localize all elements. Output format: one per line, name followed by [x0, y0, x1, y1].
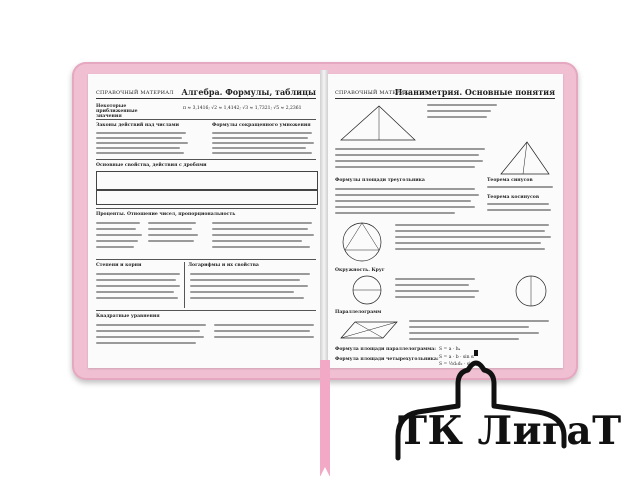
- bookmark-ribbon: [320, 360, 330, 476]
- text-line: [212, 240, 302, 242]
- section-logarithms: Логарифмы и их свойства: [188, 263, 259, 268]
- text-line: [395, 284, 469, 286]
- right-header-ref: СПРАВОЧНЫЙ МАТЕРИАЛ: [335, 90, 413, 96]
- divider: [96, 119, 316, 120]
- text-line: [335, 148, 485, 150]
- text-line: [212, 222, 312, 224]
- right-page: [326, 74, 563, 368]
- text-line: [427, 104, 497, 106]
- text-line: [96, 132, 186, 134]
- text-line: [395, 278, 475, 280]
- text-line: [96, 279, 176, 281]
- quad-area-formula-2: S = ½d₁d₂ · sin φ: [439, 362, 478, 367]
- divider: [96, 310, 316, 311]
- watermark-text: ТК ЛигаТ: [398, 408, 622, 454]
- text-line: [212, 234, 314, 236]
- text-line: [212, 142, 314, 144]
- right-page-header: [335, 84, 555, 99]
- text-line: [190, 279, 300, 281]
- text-line: [148, 240, 194, 242]
- section-fractions: Основные свойства, действия с дробями: [96, 163, 207, 168]
- text-line: [335, 206, 475, 208]
- text-line: [335, 200, 471, 202]
- text-line: [96, 246, 134, 248]
- notebook-spine: [320, 70, 328, 372]
- text-line: [409, 338, 519, 340]
- text-line: [395, 230, 545, 232]
- text-line: [409, 332, 539, 334]
- text-line: [335, 188, 475, 190]
- section-short-mult: Формулы сокращенного умножения: [212, 123, 311, 128]
- text-line: [214, 330, 310, 332]
- text-line: [395, 290, 479, 292]
- divider: [96, 208, 316, 209]
- text-line: [96, 234, 142, 236]
- text-line: [148, 228, 192, 230]
- text-line: [212, 147, 306, 149]
- section-circle: Окружность. Круг: [335, 268, 385, 273]
- parallelogram-figure: [337, 318, 401, 342]
- text-line: [96, 152, 184, 154]
- text-line: [190, 273, 310, 275]
- text-line: [212, 246, 310, 248]
- text-line: [96, 142, 188, 144]
- text-line: [395, 242, 541, 244]
- divider: [96, 259, 316, 260]
- text-line: [335, 166, 475, 168]
- section-quad-area: Формула площади четырехугольника:: [335, 357, 439, 362]
- text-line: [487, 203, 549, 205]
- section-sine-theorem: Теорема синусов: [487, 178, 533, 183]
- text-line: [96, 147, 180, 149]
- text-line: [214, 324, 314, 326]
- text-line: [395, 236, 551, 238]
- text-line: [96, 285, 180, 287]
- text-line: [148, 222, 196, 224]
- fractions-table: [96, 171, 318, 191]
- approx-values-formula: π ≈ 3,1416; √2 ≈ 1,4142; √3 ≈ 1,7321; √5 ≈ 2,2361: [183, 106, 302, 111]
- text-line: [212, 137, 308, 139]
- text-line: [427, 110, 491, 112]
- text-line: [335, 160, 483, 162]
- text-line: [96, 228, 136, 230]
- left-page-header: [96, 84, 316, 99]
- section-cosine-theorem: Теорема косинусов: [487, 195, 540, 200]
- section-powers: Степени и корни: [96, 263, 142, 268]
- left-page: [88, 74, 325, 368]
- text-line: [96, 240, 138, 242]
- text-line: [96, 137, 182, 139]
- text-line: [409, 326, 529, 328]
- text-line: [190, 291, 294, 293]
- text-line: [96, 291, 174, 293]
- section-triangle-area: Формулы площади треугольника: [335, 178, 425, 183]
- section-parallelogram: Параллелограмм: [335, 310, 382, 315]
- text-line: [96, 297, 178, 299]
- text-line: [212, 152, 312, 154]
- text-line: [427, 116, 487, 118]
- section-approx-values: Некоторые приближенные значения: [96, 104, 138, 119]
- text-line: [214, 336, 314, 338]
- text-line: [148, 234, 198, 236]
- section-laws: Законы действий над числами: [96, 123, 180, 128]
- text-line: [395, 224, 549, 226]
- right-page-title: Планиметрия. Основные понятия: [394, 87, 555, 97]
- text-line: [487, 209, 551, 211]
- circle-figure: [335, 220, 389, 264]
- quad-area-formula-1: S = a · b · sin α: [439, 355, 474, 360]
- left-header-ref: СПРАВОЧНЫЙ МАТЕРИАЛ: [96, 90, 174, 96]
- text-line: [212, 228, 308, 230]
- text-line: [190, 285, 308, 287]
- text-line: [96, 336, 204, 338]
- text-line: [96, 342, 196, 344]
- circle-figure: [347, 274, 387, 306]
- text-line: [335, 212, 455, 214]
- text-line: [96, 222, 140, 224]
- section-quadratic: Квадратные уравнения: [96, 314, 160, 319]
- triangle-figure: [331, 102, 421, 144]
- text-line: [96, 273, 180, 275]
- triangle-figure: [497, 138, 553, 178]
- section-parallelogram-area: Формула площади параллелограмма:: [335, 347, 436, 352]
- parallelogram-area-formula: S = a · hₐ: [439, 347, 461, 352]
- section-percent: Проценты. Отношение чисел, пропорциональность: [96, 212, 236, 217]
- vertical-divider: [184, 262, 185, 308]
- text-line: [96, 330, 200, 332]
- circle-figure: [513, 274, 549, 308]
- text-line: [96, 324, 206, 326]
- text-line: [409, 320, 549, 322]
- left-page-title: Алгебра. Формулы, таблицы: [181, 87, 316, 97]
- text-line: [335, 154, 479, 156]
- text-line: [212, 132, 312, 134]
- text-line: [487, 186, 553, 188]
- text-line: [395, 248, 545, 250]
- fractions-table-row: [96, 189, 318, 205]
- text-line: [395, 296, 475, 298]
- divider: [96, 159, 316, 160]
- text-line: [335, 194, 479, 196]
- text-line: [190, 297, 304, 299]
